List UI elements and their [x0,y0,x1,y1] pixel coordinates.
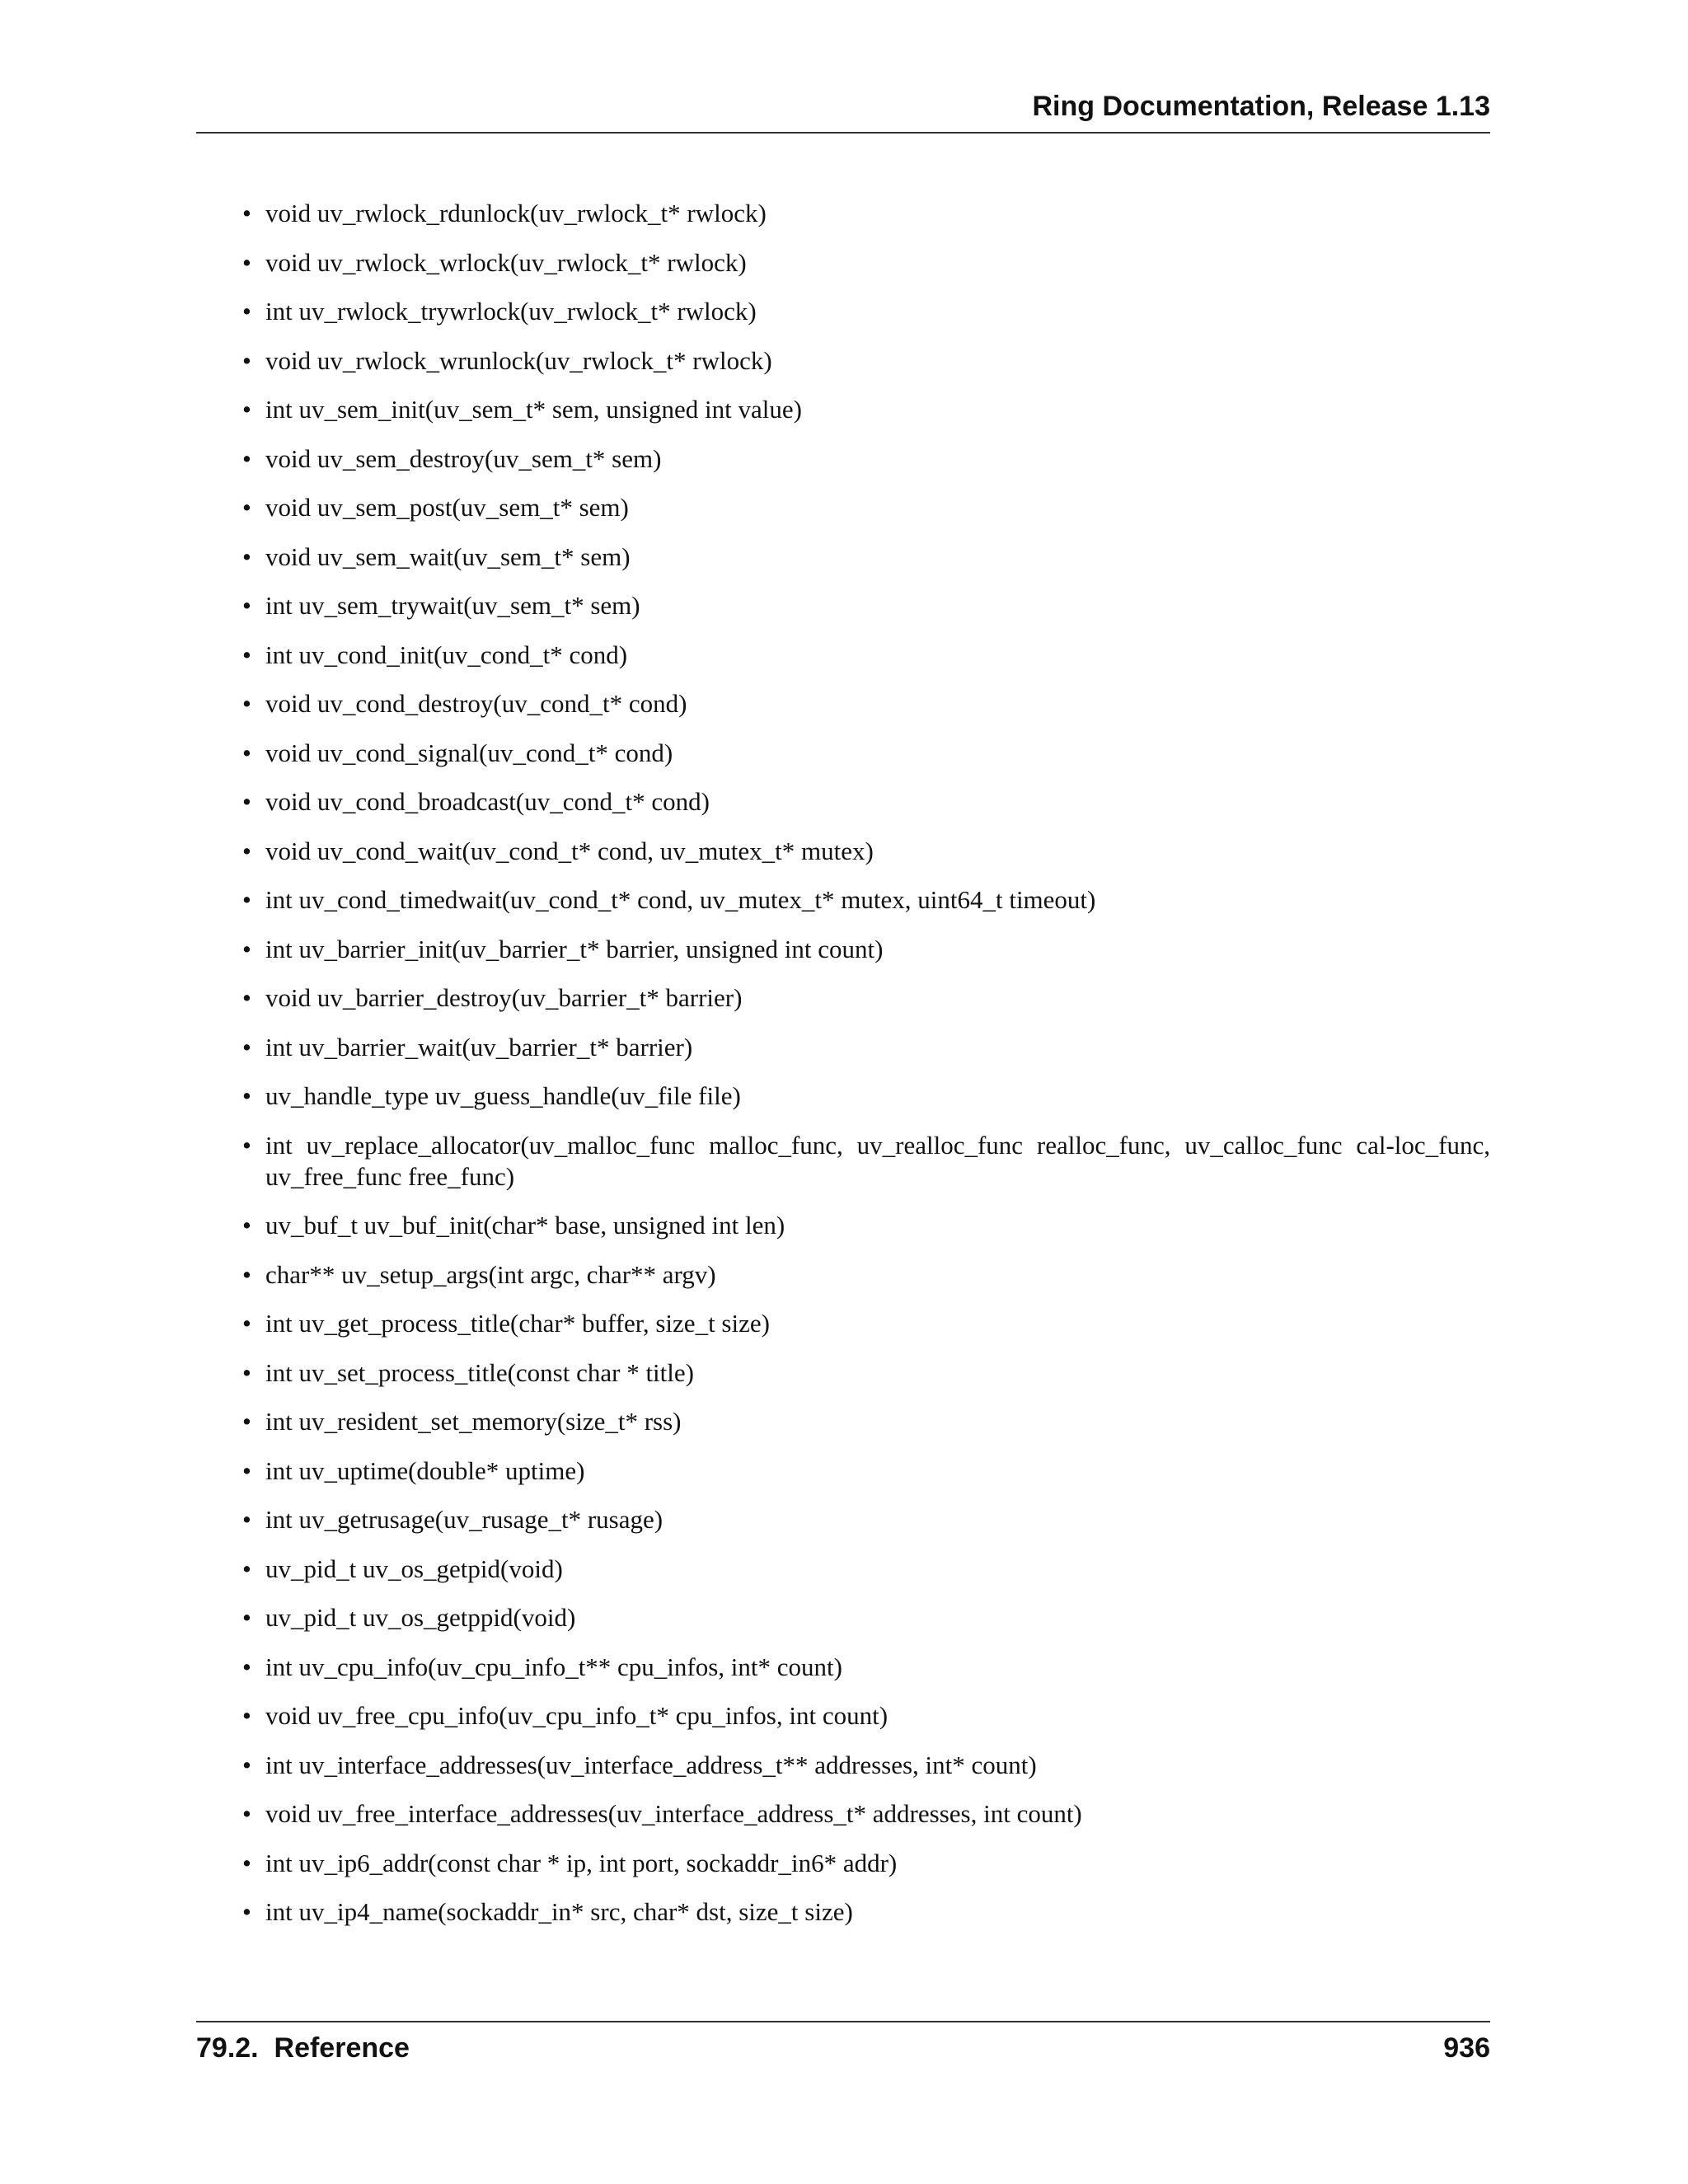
list-item: • void uv_barrier_destroy(uv_barrier_t* barrier) [196,982,1490,1014]
page-header [196,89,1490,134]
list-item: • int uv_barrier_wait(uv_barrier_t* barrier) [196,1032,1490,1063]
list-item: • uv_buf_t uv_buf_init(char* base, unsigned int len) [196,1210,1490,1241]
list-item: • uv_pid_t uv_os_getpid(void) [196,1554,1490,1585]
list-item: • char** uv_setup_args(int argc, char** argv) [196,1259,1490,1291]
page-number: 936 [1443,2032,1490,2064]
list-item: • int uv_resident_set_memory(size_t* rss) [196,1406,1490,1437]
page-content [196,198,1490,1946]
section-label: 79.2. Reference [196,2032,410,2064]
list-item: • int uv_getrusage(uv_rusage_t* rusage) [196,1504,1490,1535]
page-footer [196,2021,1490,2064]
list-item: • int uv_set_process_title(const char * title) [196,1357,1490,1389]
list-item: • void uv_rwlock_wrunlock(uv_rwlock_t* rwlock) [196,345,1490,377]
function-list [196,198,1490,1928]
list-item: • int uv_uptime(double* uptime) [196,1455,1490,1487]
list-item: • int uv_ip6_addr(const char * ip, int port, sockaddr_in6* addr) [196,1848,1490,1879]
list-item: • int uv_interface_addresses(uv_interface_address_t** addresses, int* count) [196,1750,1490,1781]
list-item: • int uv_rwlock_trywrlock(uv_rwlock_t* rwlock) [196,296,1490,327]
list-item: • int uv_sem_init(uv_sem_t* sem, unsigned int value) [196,394,1490,425]
list-item: • int uv_replace_allocator(uv_malloc_func malloc_func, uv_realloc_func realloc_func, uv_calloc_func cal-loc_func, uv_free_func free_func) [196,1130,1490,1193]
list-item: • void uv_free_interface_addresses(uv_interface_address_t* addresses, int count) [196,1798,1490,1830]
list-item: • void uv_rwlock_wrlock(uv_rwlock_t* rwlock) [196,247,1490,279]
list-item: • void uv_cond_destroy(uv_cond_t* cond) [196,688,1490,719]
list-item: • int uv_cpu_info(uv_cpu_info_t** cpu_infos, int* count) [196,1652,1490,1683]
list-item: • int uv_cond_timedwait(uv_cond_t* cond, uv_mutex_t* mutex, uint64_t timeout) [196,884,1490,916]
list-item: • int uv_ip4_name(sockaddr_in* src, char* dst, size_t size) [196,1896,1490,1928]
list-item: • uv_handle_type uv_guess_handle(uv_file file) [196,1080,1490,1112]
document-title: Ring Documentation, Release 1.13 [1032,91,1490,122]
list-item: • void uv_cond_signal(uv_cond_t* cond) [196,738,1490,769]
list-item: • void uv_sem_post(uv_sem_t* sem) [196,492,1490,523]
list-item: • void uv_sem_wait(uv_sem_t* sem) [196,541,1490,573]
list-item: • void uv_sem_destroy(uv_sem_t* sem) [196,443,1490,475]
list-item: • int uv_cond_init(uv_cond_t* cond) [196,640,1490,671]
list-item: • int uv_barrier_init(uv_barrier_t* barrier, unsigned int count) [196,934,1490,965]
list-item: • int uv_get_process_title(char* buffer, size_t size) [196,1308,1490,1339]
list-item: • void uv_free_cpu_info(uv_cpu_info_t* cpu_infos, int count) [196,1700,1490,1732]
list-item: • void uv_rwlock_rdunlock(uv_rwlock_t* rwlock) [196,198,1490,229]
list-item: • uv_pid_t uv_os_getppid(void) [196,1602,1490,1633]
list-item: • int uv_sem_trywait(uv_sem_t* sem) [196,590,1490,621]
list-item: • void uv_cond_wait(uv_cond_t* cond, uv_mutex_t* mutex) [196,836,1490,867]
list-item: • void uv_cond_broadcast(uv_cond_t* cond) [196,786,1490,818]
